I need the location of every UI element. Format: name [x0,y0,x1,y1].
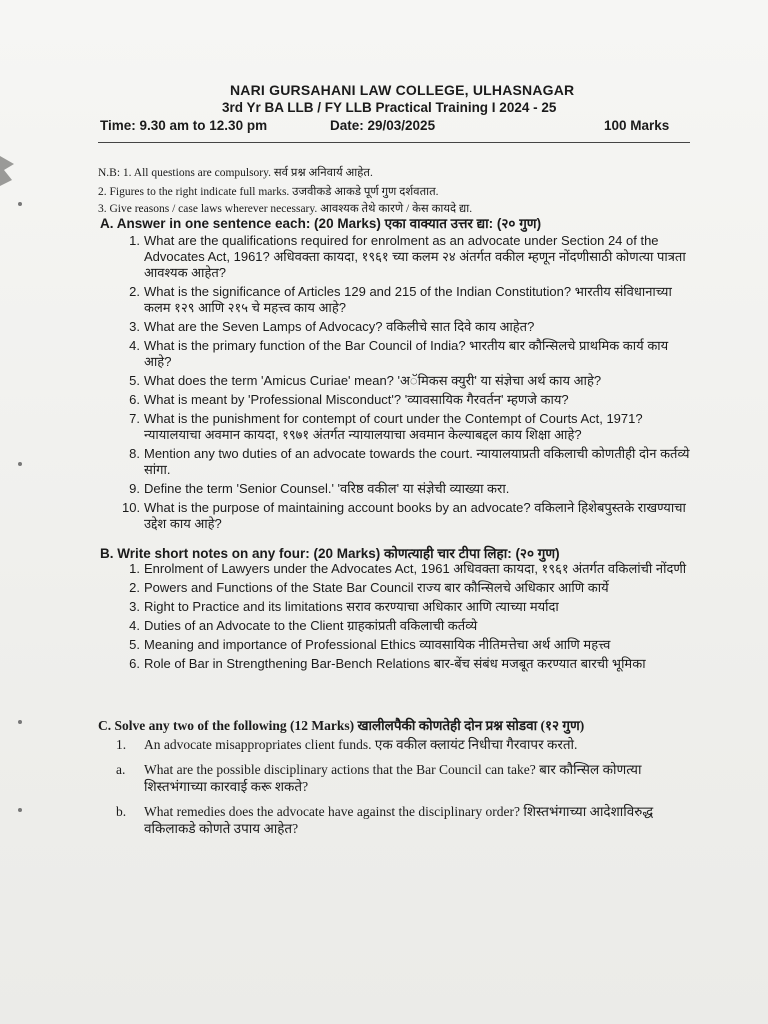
question-text: What is the punishment for contempt of court under the Contempt of Courts Act, 1971? न्यायालयाचा अवमान कायदा, १९७१ अंतर्गत न्यायालयाचा अवमान केल्याबद्दल काय शिक्षा आहे? [144,411,643,442]
header-divider [98,142,690,143]
topic-item [122,637,694,653]
question-item [122,284,694,316]
question-number: 9. [129,481,140,496]
topic-text: Role of Bar in Strengthening Bar-Bench Relations बार-बेंच संबंध मजबूत करण्यात बारची भूमिका [144,656,646,671]
question-number: 3. [129,319,140,334]
question-item [122,500,694,532]
question-item [122,319,694,335]
topic-text: Enrolment of Lawyers under the Advocates Act, 1961 अधिवक्ता कायदा, १९६१ अंतर्गत वकिलांची नोंदणी [144,561,687,576]
instruction-line: 2. Figures to the right indicate full marks. उजवीकडे आकडे पूर्ण गुण दर्शवतात. [98,186,439,198]
question-text: What is the significance of Articles 129 and 215 of the Indian Constitution? भारतीय संविधानाच्या कलम १२९ आणि २१५ चे महत्त्व काय आहे? [144,284,672,315]
punch-hole-mark [18,808,22,812]
question-number: 4. [129,338,140,353]
problem-item [116,803,692,837]
question-number: 8. [129,446,140,461]
section-c-problems [116,736,692,845]
instruction-line: N.B: 1. All questions are compulsory. सर्व प्रश्न अनिवार्य आहेत. [98,167,373,179]
college-name: NARI GURSAHANI LAW COLLEGE, ULHASNAGAR [230,82,575,98]
question-text: What is the primary function of the Bar Council of India? भारतीय बार कौन्सिलचे प्राथमिक कार्य काय आहे? [144,338,669,369]
question-item [122,233,694,281]
problem-text: An advocate misappropriates client funds. एक वकील क्लायंट निधीचा गैरवापर करतो. [144,737,578,752]
torn-edge-mark [0,150,18,190]
topic-text: Duties of an Advocate to the Client ग्राहकांप्रती वकिलाची कर्तव्ये [144,618,478,633]
question-number: 10. [122,500,141,515]
topic-item [122,580,694,596]
total-marks: 100 Marks [604,118,670,133]
problem-number: a. [116,762,126,777]
question-text: What are the qualifications required for enrolment as an advocate under Section 24 of the Advocates Act, 1961? अधिवक्ता कायदा, १९६१ च्या कलम २४ अंतर्गत वकील म्हणून नोंदणीसाठी कोणत्या पात्रता आवश्यक आहेत? [144,233,686,280]
section-a-title: A. Answer in one sentence each: (20 Marks) एका वाक्यात उत्तर द्या: (२० गुण) [100,216,542,231]
question-item [122,392,694,408]
topic-text: Right to Practice and its limitations सराव करण्याचा अधिकार आणि त्याच्या मर्यादा [144,599,559,614]
question-number: 7. [129,411,140,426]
topic-number: 5. [129,637,140,652]
topic-number: 6. [129,656,140,671]
topic-item [122,561,694,577]
punch-hole-mark [18,720,22,724]
problem-text: What remedies does the advocate have against the disciplinary order? शिस्तभंगाच्या आदेशाविरुद्ध वकिलाकडे कोणते उपाय आहेत? [144,804,654,836]
question-text: What does the term 'Amicus Curiae' mean? 'अॅमिकस क्युरी' या संज्ञेचा अर्थ काय आहे? [144,373,602,388]
question-text: What is meant by 'Professional Misconduct'? 'व्यावसायिक गैरवर्तन' म्हणजे काय? [144,392,569,407]
punch-hole-mark [18,202,22,206]
exam-date: Date: 29/03/2025 [330,118,436,133]
section-c-title: C. Solve any two of the following (12 Marks) खालीलपैकी कोणतेही दोन प्रश्न सोडवा (१२ गुण) [98,718,585,733]
instruction-line: 3. Give reasons / case laws wherever necessary. आवश्यक तेथे कारणे / केस कायदे द्या. [98,203,473,215]
question-number: 5. [129,373,140,388]
punch-hole-mark [18,462,22,466]
section-b-topics [122,561,694,675]
question-number: 2. [129,284,140,299]
question-item [122,373,694,389]
topic-number: 3. [129,599,140,614]
question-number: 1. [129,233,140,248]
problem-item [116,736,692,753]
course-title: 3rd Yr BA LLB / FY LLB Practical Training I 2024 - 25 [222,100,557,115]
topic-item [122,618,694,634]
question-item [122,446,694,478]
exam-time: Time: 9.30 am to 12.30 pm [100,118,268,133]
question-number: 6. [129,392,140,407]
problem-number: b. [116,804,127,819]
section-b-title: B. Write short notes on any four: (20 Marks) कोणत्याही चार टीपा लिहा: (२० गुण) [100,546,560,561]
question-text: Mention any two duties of an advocate towards the court. न्यायालयाप्रती वकिलाची कोणतीही दोन कर्तव्ये सांगा. [144,446,690,477]
question-text: What are the Seven Lamps of Advocacy? वकिलीचे सात दिवे काय आहेत? [144,319,535,334]
problem-item [116,761,692,795]
question-item [122,481,694,497]
question-item [122,411,694,443]
topic-text: Powers and Functions of the State Bar Council राज्य बार कौन्सिलचे अधिकार आणि कार्ये [144,580,609,595]
topic-number: 4. [129,618,140,633]
topic-item [122,656,694,672]
question-text: Define the term 'Senior Counsel.' 'वरिष्ठ वकील' या संज्ञेची व्याख्या करा. [144,481,510,496]
topic-item [122,599,694,615]
topic-number: 2. [129,580,140,595]
question-text: What is the purpose of maintaining account books by an advocate? वकिलाने हिशेबपुस्तके राखण्याचा उद्देश काय आहे? [144,500,686,531]
problem-number: 1. [116,737,127,752]
topic-text: Meaning and importance of Professional Ethics व्यावसायिक नीतिमत्तेचा अर्थ आणि महत्त्व [144,637,611,652]
topic-number: 1. [129,561,140,576]
question-item [122,338,694,370]
section-a-questions [122,233,694,535]
problem-text: What are the possible disciplinary actions that the Bar Council can take? बार कौन्सिल कोणत्या शिस्तभंगाच्या कारवाई करू शकते? [144,762,642,794]
